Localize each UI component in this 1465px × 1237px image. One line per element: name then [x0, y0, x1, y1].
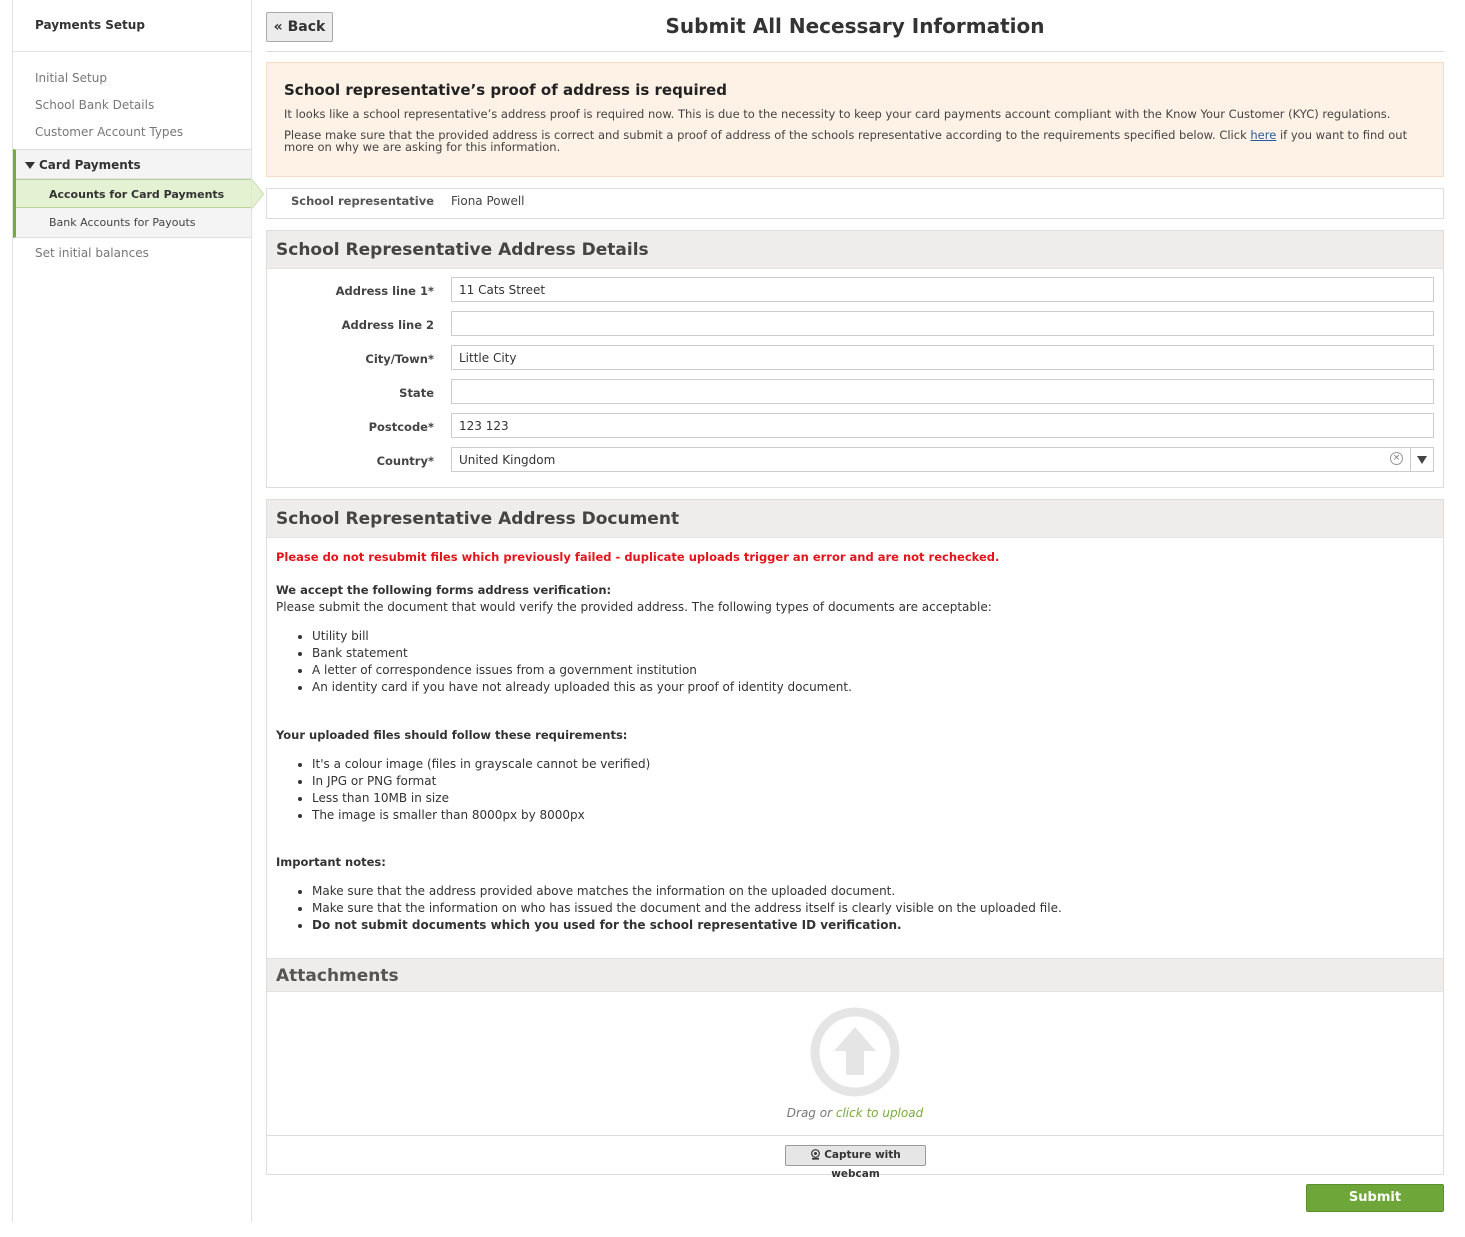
address-line-2-row	[267, 311, 1434, 345]
requirements-title: Your uploaded files should follow these requirements:	[276, 728, 628, 742]
state-label: State	[399, 386, 434, 400]
list-item: • Utility bill	[312, 628, 1434, 645]
list-item: • Make sure that the information on who has issued the document and the address itself is clearly visible on the uploaded file.	[312, 900, 1434, 917]
city-town-input[interactable]: Little City	[451, 345, 1434, 370]
address-line-2-input[interactable]	[451, 311, 1434, 336]
submit-information-button[interactable]: Submit information	[1306, 1184, 1444, 1212]
click-to-upload-link[interactable]: click to upload	[835, 1106, 924, 1120]
clear-icon[interactable]: ×	[1390, 452, 1403, 465]
accepted-documents-list	[276, 628, 1434, 696]
webcam-button-label: Capture with webcam	[824, 1149, 901, 1180]
representative-value: Fiona Powell	[451, 194, 525, 208]
attachments-title: Attachments	[267, 958, 1443, 992]
list-item: • Less than 10MB in size	[312, 790, 1434, 807]
country-select[interactable]	[451, 447, 1434, 472]
back-button[interactable]: « Back	[266, 12, 333, 42]
postcode-row	[267, 413, 1434, 447]
important-notes-title: Important notes:	[276, 855, 386, 869]
kyc-notice	[266, 62, 1444, 177]
chevron-down-icon[interactable]	[1410, 448, 1433, 471]
notice-text-2-end: if you want to find out more on why we are asking for this information.	[284, 128, 1408, 154]
header	[266, 0, 1444, 52]
state-row	[267, 379, 1434, 413]
triangle-down-icon	[25, 162, 35, 169]
list-item: • The image is smaller than 8000px by 8000px	[312, 807, 1434, 824]
file-requirements-list	[276, 756, 1434, 824]
address-document-panel	[266, 499, 1444, 1180]
notice-text-1: It looks like a school representative’s address proof is required now. This is due to the necessity to keep your card payments account compliant with the Know Your Customer (KYC) regulations.	[284, 107, 1391, 121]
address-details-title: School Representative Address Details	[267, 231, 1443, 269]
sidebar-item-accounts-for-card-payments[interactable]: Accounts for Card Payments	[16, 179, 251, 208]
notice-here-link[interactable]: here	[1250, 128, 1277, 142]
notice-text-2-start: Please make sure that the provided address is correct and submit a proof of address of the schools representative according to the requirements specified below. Click	[284, 128, 1251, 142]
list-item: • Do not submit documents which you used for the school representative ID verification.	[312, 917, 1434, 934]
country-label: Country*	[376, 454, 434, 468]
capture-webcam-button[interactable]	[785, 1145, 926, 1180]
accept-description: Please submit the document that would verify the provided address. The following types of documents are acceptable:	[276, 600, 992, 614]
upload-dropzone[interactable]	[267, 992, 1443, 1136]
postcode-input[interactable]: 123 123	[451, 413, 1434, 438]
sidebar	[12, 0, 252, 1222]
address-line-1-input[interactable]: 11 Cats Street	[451, 277, 1434, 302]
drag-text: Drag or	[786, 1106, 836, 1120]
address-details-panel	[266, 230, 1444, 488]
webcam-row	[267, 1136, 1443, 1180]
sidebar-item-initial-setup[interactable]: Initial Setup	[35, 71, 107, 85]
address-document-title: School Representative Address Document	[267, 500, 1443, 538]
sidebar-nav	[13, 52, 251, 268]
sidebar-group-toggle[interactable]	[16, 150, 251, 179]
state-input[interactable]	[451, 379, 1434, 404]
list-item: • In JPG or PNG format	[312, 773, 1434, 790]
upload-arrow-icon	[810, 1007, 900, 1097]
sidebar-item-set-initial-balances[interactable]: Set initial balances	[35, 246, 149, 260]
country-select-value: United Kingdom	[459, 453, 556, 467]
school-representative-row	[266, 188, 1444, 219]
notice-text-2	[284, 129, 1426, 153]
main-content	[266, 0, 1444, 1180]
address-line-1-label: Address line 1*	[335, 284, 434, 298]
resubmit-warning: Please do not resubmit files which previously failed - duplicate uploads trigger an error and are not rechecked.	[276, 550, 1000, 564]
list-item: • Bank statement	[312, 645, 1434, 662]
notice-title: School representative’s proof of address is required	[284, 81, 727, 99]
postcode-label: Postcode*	[368, 420, 434, 434]
sidebar-item-bank-accounts-for-payouts[interactable]: Bank Accounts for Payouts	[49, 216, 196, 229]
sidebar-item-school-bank-details[interactable]: School Bank Details	[35, 98, 155, 112]
city-town-label: City/Town*	[365, 352, 434, 366]
important-notes-list	[276, 883, 1434, 934]
list-item: • Make sure that the address provided above matches the information on the uploaded document.	[312, 883, 1434, 900]
address-line-2-label: Address line 2	[341, 318, 434, 332]
list-item: • An identity card if you have not already uploaded this as your proof of identity document.	[312, 679, 1434, 696]
list-item: • It's a colour image (files in grayscale cannot be verified)	[312, 756, 1434, 773]
webcam-icon	[810, 1149, 821, 1160]
address-line-1-row	[267, 277, 1434, 311]
sidebar-group-label: Card Payments	[39, 158, 141, 172]
sidebar-item-customer-account-types[interactable]: Customer Account Types	[35, 125, 184, 139]
sidebar-title: Payments Setup	[13, 0, 251, 52]
accept-title: We accept the following forms address verification:	[276, 583, 612, 597]
sidebar-group-card-payments	[13, 149, 251, 238]
representative-label: School representative	[290, 194, 434, 208]
city-town-row	[267, 345, 1434, 379]
country-row	[267, 447, 1434, 481]
page-title: Submit All Necessary Information	[665, 14, 1045, 38]
list-item: • A letter of correspondence issues from a government institution	[312, 662, 1434, 679]
upload-instructions	[267, 1106, 1443, 1120]
